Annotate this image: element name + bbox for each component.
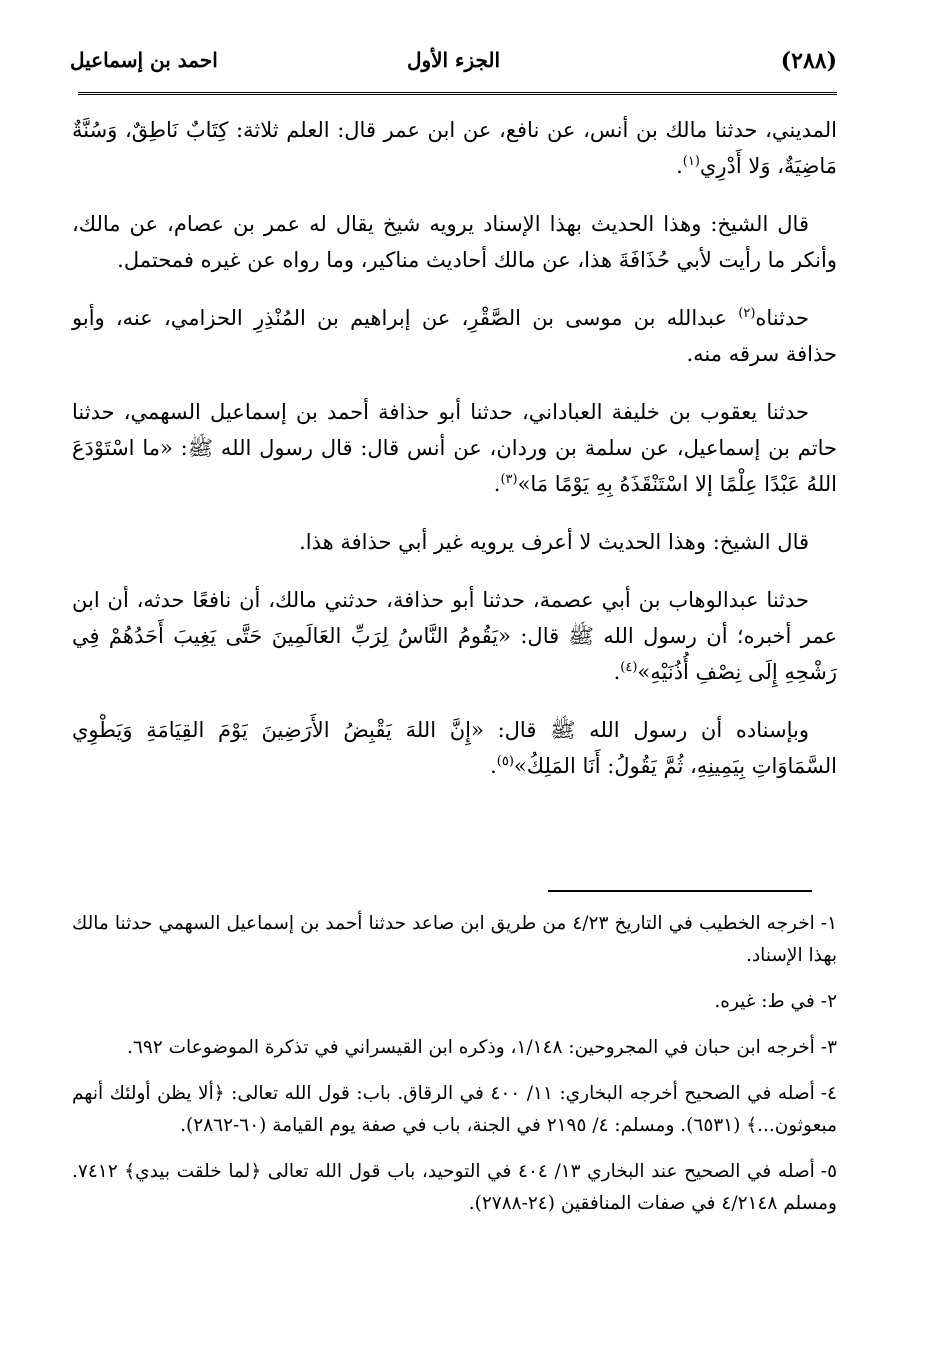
footnote-ref: (١) [682,154,700,169]
footnote-number: ١- [820,913,837,934]
paragraph [72,206,837,278]
footnotes [72,908,837,1234]
footnote [72,1032,837,1064]
paragraph [72,582,837,690]
paragraph-text: وبإسناده أن رسول الله ﷺ قال: «إِنَّ اللهَ يَقْبِضُ الأَرَضِينَ يَوْمَ القِيَامَةِ وَيَطْوِي السَّمَاوَاتِ بِيَمِينِهِ، ثُمَّ يَقُولُ: أَنَا المَلِكُ» [72,718,837,778]
footnote-text: أصله في الصحيح أخرجه البخاري: ١١/ ٤٠٠ في الرقاق. باب: قول الله تعالى: ﴿ألا يظن أولئك أنهم مبعوثون...﴾ (٦٥٣١). ومسلم: ٤/ ٢١٩٥ في الجنة، باب في صفة يوم القيامة (٦٠-٢٨٦٢). [72,1083,837,1136]
paragraph-text: حدثناه [755,306,809,330]
paragraph-tail: . [493,472,501,496]
footnote-text: اخرجه الخطيب في التاريخ ٤/٢٣ من طريق ابن صاعد حدثنا أحمد بن إسماعيل السهمي حدثنا مالك بهذا الإسناد. [72,913,837,966]
footnote-number: ٥- [820,1161,837,1182]
paragraph-text: قال الشيخ: وهذا الحديث بهذا الإسناد يرويه شيخ يقال له عمر بن عصام، عن مالك، وأنكر ما رأيت لأبي حُذَافَةَ هذا، عن مالك أحاديث مناكير، وما رواه عن غيره فمحتمل. [72,212,837,272]
footnote-number: ٢- [820,991,837,1012]
paragraph [72,112,837,184]
footnote [72,1156,837,1220]
footnote-number: ٤- [820,1083,837,1104]
footnote-ref: (٤) [620,660,638,675]
footnote-divider [548,890,812,892]
paragraph-tail: عبدالله بن موسى بن الصَّقْرِ، عن إبراهيم بن المُنْذِرِ الحزامي، عنه، وأبو حذافة سرقه منه. [72,306,837,366]
footnote [72,1078,837,1142]
paragraph-tail: . [676,154,683,178]
paragraph-tail: . [613,660,621,684]
header-divider [78,92,837,95]
paragraph-text: قال الشيخ: وهذا الحديث لا أعرف يرويه غير أبي حذافة هذا. [299,530,809,554]
page-header [70,42,837,82]
part-title: الجزء الأول [406,48,501,72]
paragraph-text: حدثنا يعقوب بن خليفة العباداني، حدثنا أبو حذافة أحمد بن إسماعيل السهمي، حدثنا حاتم بن إسماعيل، عن سلمة بن وردان، عن أنس قال: قال رسول الله ﷺ: «ما اسْتَوْدَعَ اللهُ عَبْدًا عِلْمًا إلا اسْتَنْقَذَهُ بِهِ يَوْمًا مَا» [72,400,837,496]
footnote-number: ٣- [820,1037,837,1058]
page-number: (٢٨٨) [780,48,837,74]
paragraph-tail: . [490,754,497,778]
paragraph [72,394,837,502]
footnote [72,908,837,972]
paragraph-text: المديني، حدثنا مالك بن أنس، عن نافع، عن ابن عمر قال: العلم ثلاثة: كِتَابٌ نَاطِقٌ، وَسُنَّةٌ مَاضِيَةٌ، وَلا أَدْرِي [72,118,837,178]
paragraph [72,712,837,784]
footnote-ref: (٣) [500,472,518,487]
paragraph [72,524,837,560]
main-text [72,112,837,806]
footnote-text: أخرجه ابن حبان في المجروحين: ١/١٤٨، وذكره ابن القيسراني في تذكرة الموضوعات ٦٩٢. [127,1037,815,1058]
paragraph [72,300,837,372]
footnote-ref: (٥) [496,754,514,769]
footnote-ref: (٢) [738,306,756,321]
footnote-text: أصله في الصحيح عند البخاري ١٣/ ٤٠٤ في التوحيد، باب قول الله تعالى ﴿لما خلقت بيدي﴾ ٧٤١٢. ومسلم ٤/٢١٤٨ في صفات المنافقين (٢٤-٢٧٨٨). [72,1161,837,1214]
paragraph-text: حدثنا عبدالوهاب بن أبي عصمة، حدثنا أبو حذافة، حدثني مالك، أن نافعًا حدثه، أن ابن عمر أخبره؛ أن رسول الله ﷺ قال: «يَقُومُ النَّاسُ لِرَبِّ العَالَمِينَ حَتَّى يَغِيبَ أَحَدُهُمْ فِي رَشْحِهِ إِلَى نِصْفِ أُذُنَيْهِ» [72,588,837,684]
footnote [72,986,837,1018]
running-title: احمد بن إسماعيل [70,48,218,72]
footnote-text: في ط: غيره. [714,991,815,1012]
